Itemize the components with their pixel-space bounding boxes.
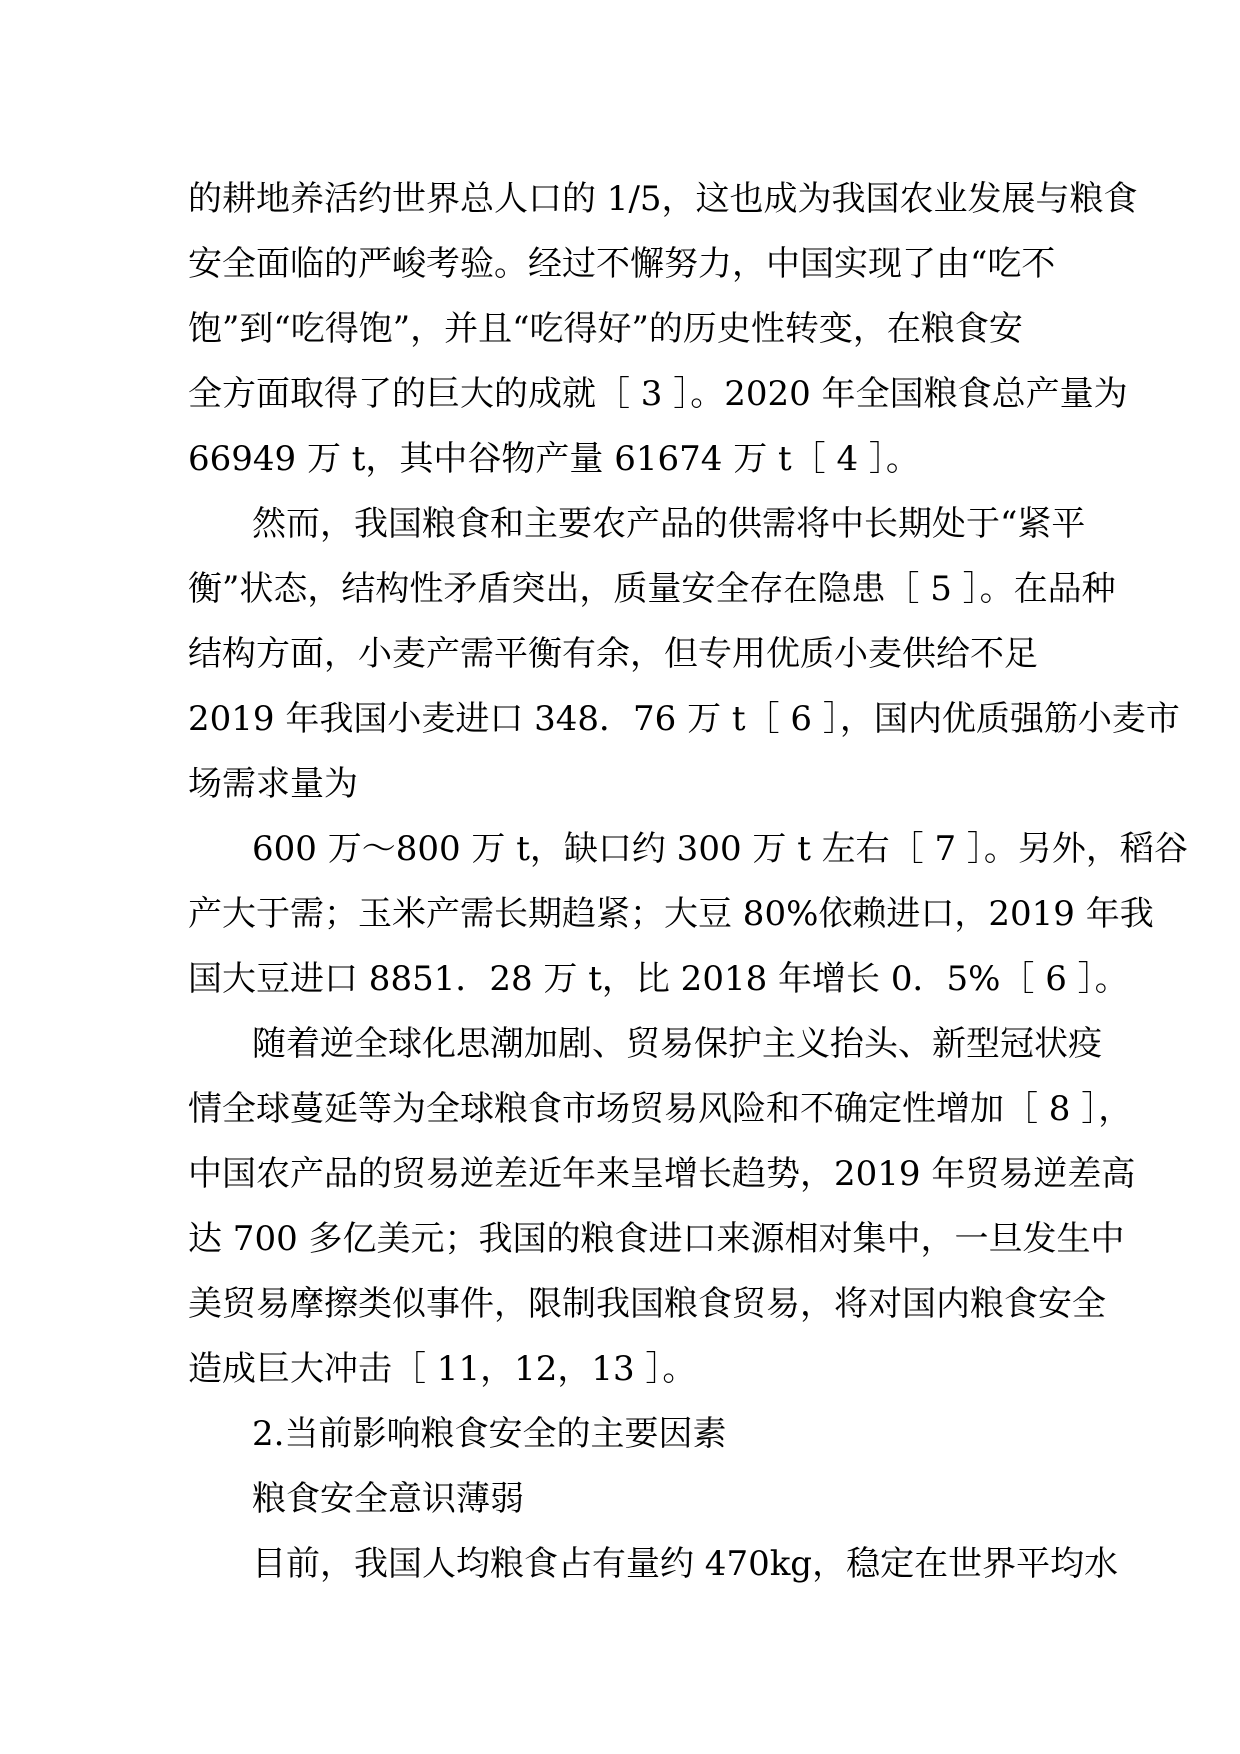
text-line: 情全球蔓延等为全球粮食市场贸易风险和不确定性增加［ 8 ］，	[188, 1089, 1133, 1129]
text-line: 结构方面，小麦产需平衡有余，但专用优质小麦供给不足	[188, 634, 1038, 674]
text-line: 造成巨大冲击［ 11，12，13 ］。	[188, 1349, 697, 1389]
text-line: 安全面临的严峻考验。经过不懈努力，中国实现了由“吃不	[188, 244, 1056, 284]
subsection-heading: 粮食安全意识薄弱	[252, 1479, 524, 1519]
text-line: 600 万～800 万 t，缺口约 300 万 t 左右［ 7 ］。另外，稻谷	[252, 829, 1188, 869]
text-line: 目前，我国人均粮食占有量约 470kg，稳定在世界平均水	[252, 1544, 1119, 1584]
text-line: 国大豆进口 8851．28 万 t，比 2018 年增长 0．5%［ 6 ］。	[188, 959, 1129, 999]
text-line: 饱”到“吃得饱”，并且“吃得好”的历史性转变，在粮食安	[188, 309, 1023, 349]
text-line: 中国农产品的贸易逆差近年来呈增长趋势，2019 年贸易逆差高	[188, 1154, 1136, 1194]
text-line: 产大于需；玉米产需长期趋紧；大豆 80%依赖进口，2019 年我	[188, 894, 1154, 934]
text-line: 2019 年我国小麦进口 348．76 万 t［ 6 ］，国内优质强筋小麦市	[188, 699, 1180, 739]
text-line: 场需求量为	[188, 764, 358, 804]
text-line: 66949 万 t，其中谷物产量 61674 万 t［ 4 ］。	[188, 439, 920, 479]
section-heading: 2.当前影响粮食安全的主要因素	[252, 1414, 727, 1454]
document-page	[188, 167, 1188, 1597]
text-line: 衡”状态，结构性矛盾突出，质量安全存在隐患［ 5 ］。在品种	[188, 569, 1116, 609]
text-line: 随着逆全球化思潮加剧、贸易保护主义抬头、新型冠状疫	[252, 1024, 1102, 1064]
text-line: 美贸易摩擦类似事件，限制我国粮食贸易，将对国内粮食安全	[188, 1284, 1106, 1324]
text-line: 的耕地养活约世界总人口的 1/5，这也成为我国农业发展与粮食	[188, 179, 1138, 219]
text-line: 然而，我国粮食和主要农产品的供需将中长期处于“紧平	[252, 504, 1086, 544]
text-line: 达 700 多亿美元；我国的粮食进口来源相对集中，一旦发生中	[188, 1219, 1125, 1259]
text-line: 全方面取得了的巨大的成就［ 3 ］。2020 年全国粮食总产量为	[188, 374, 1128, 414]
